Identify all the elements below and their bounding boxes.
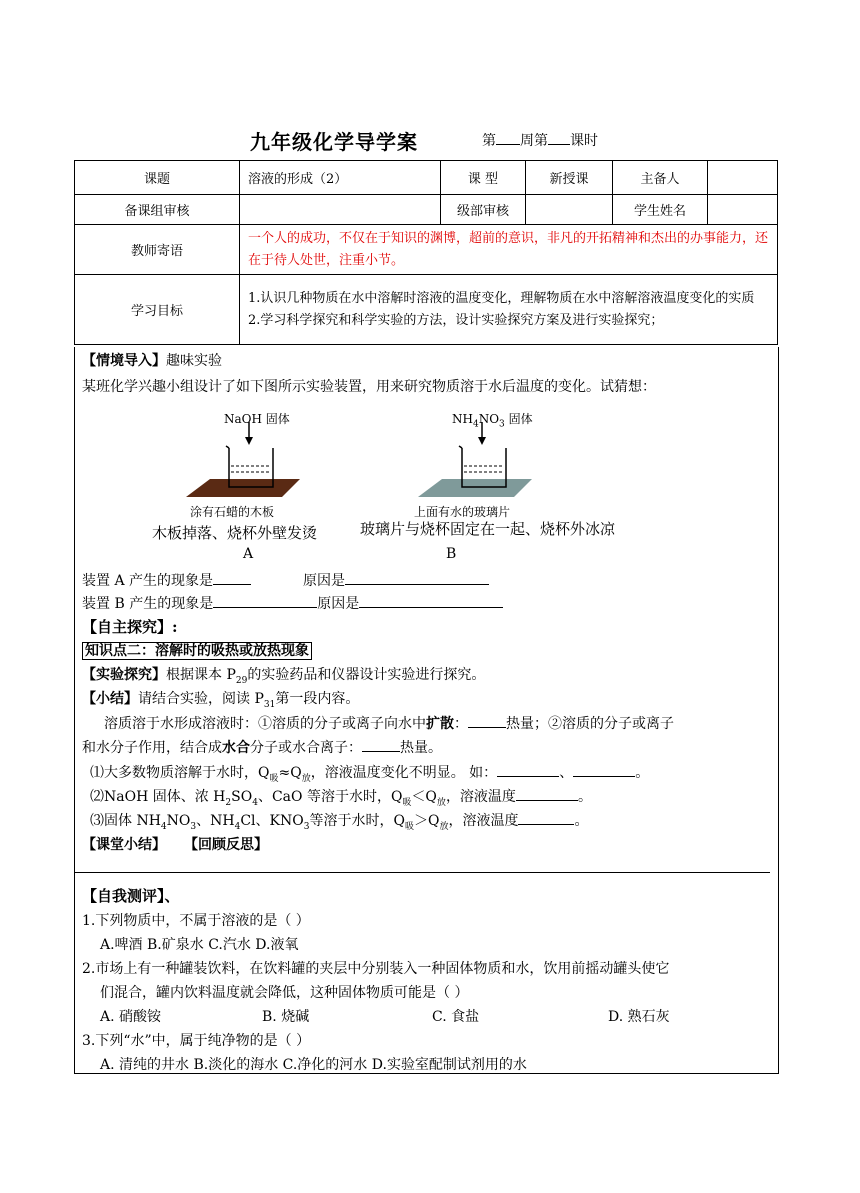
- table-row: [75, 195, 778, 225]
- intro-heading: 【情境导入】趣味实验: [82, 353, 222, 369]
- apparatus-b: [418, 422, 532, 497]
- explore-heading: 【自主探究】:: [82, 618, 178, 636]
- table-row: [75, 275, 778, 345]
- question-2-option-b: B. 烧碱: [262, 1009, 310, 1025]
- dissolve-para-2: 和水分子作用，结合成水合分子或水合离子： 热量。: [82, 737, 442, 757]
- reagent-a-label: NaOH 固体: [224, 412, 290, 426]
- teacher-message: 一个人的成功，不仅在于知识的渊博，超前的意识，非凡的开拓精神和杰出的办事能力，还在于待人处世，注重小节。: [240, 225, 778, 275]
- knowledge-point: 知识点二：溶解时的吸热或放热现象: [82, 640, 312, 660]
- learning-goals-label: 学习目标: [75, 275, 240, 345]
- self-test-heading: 【自我测评】、: [82, 887, 180, 905]
- table-row: [75, 161, 778, 195]
- summary-line: 【小结】请结合实验，阅读 $P_{31}$第一段内容。: [82, 691, 360, 710]
- base-a-label: 涂有石蜡的木板: [190, 505, 275, 519]
- question-2-line-1: 2.市场上有一种罐装饮料，在饮料罐的夹层中分别装入一种固体物质和水，饮用前摇动罐头使它: [82, 961, 670, 977]
- table-row: [75, 225, 778, 275]
- type-value: 新授课: [526, 161, 613, 195]
- page-title: 九年级化学导学案: [250, 130, 418, 154]
- question-2-option-a: A. 硝酸铵: [100, 1009, 162, 1025]
- teacher-message-label: 教师寄语: [75, 225, 240, 275]
- student-name-value: [708, 195, 778, 225]
- preparer-label: 主备人: [613, 161, 708, 195]
- question-2-option-c: C. 食盐: [432, 1009, 480, 1025]
- dissolve-para-1: 溶质溶于水形成溶液时：①溶质的分子或离子向水中扩散： 热量；②溶质的分子或离子: [104, 713, 674, 733]
- reagent-b-label: $NH_4NO_3$ 固体: [452, 412, 533, 430]
- question-2-option-d: D. 熟石灰: [608, 1009, 670, 1025]
- case-1: ⑴大多数物质溶解于水时，$Q_吸\approx Q_放$，溶液温度变化不明显。 如： 、 。: [90, 762, 649, 784]
- grade-review-label: 级部审核: [441, 195, 526, 225]
- class-summary-line: 【课堂小结】 【回顾反思】: [82, 837, 268, 853]
- caption-b: 玻璃片与烧杯固定在一起、烧杯外冰凉: [360, 520, 616, 538]
- type-label: 课 型: [441, 161, 526, 195]
- intro-text: 某班化学兴趣小组设计了如下图所示实验装置，用来研究物质溶于水后温度的变化。试猜想：: [82, 379, 656, 395]
- question-1: 1.下列物质中，不属于溶液的是（ ）: [82, 913, 310, 929]
- grade-review-value: [526, 195, 613, 225]
- review-value: [240, 195, 441, 225]
- experiment-line: 【实验探究】根据课本 $P_{29}$的实验药品和仪器设计实验进行探究。: [82, 667, 486, 686]
- learning-goals: 1.认识几种物质在水中溶解时溶液的温度变化，理解物质在水中溶解溶液温度变化的实质 2.学习科学探究和科学实验的方法，设计实验探究方案及进行实验探究；: [240, 275, 778, 345]
- case-2: ⑵NaOH 固体、浓 $H_2SO_4$、CaO 等溶于水时，$Q_吸<Q_放$，溶液温度 。: [90, 786, 592, 808]
- topic-value: 溶液的形成（2）: [240, 161, 441, 195]
- question-3: 3.下列“水”中，属于纯净物的是（ ）: [82, 1033, 311, 1049]
- question-3-options: A. 清纯的井水 B.淡化的海水 C.净化的河水 D.实验室配制试剂用的水: [100, 1057, 527, 1073]
- question-b: 装置 B 产生的现象是 原因是: [82, 593, 503, 613]
- apparatus-a: [186, 422, 300, 497]
- case-3: ⑶固体 $NH_4NO_3$、$NH_4Cl$、$KNO_3$等溶于水时，$Q_吸>Q_放$，溶液温度 。: [90, 810, 588, 832]
- question-1-options: A.啤酒 B.矿泉水 C.汽水 D.液氧: [100, 937, 299, 953]
- question-a: 装置 A 产生的现象是 原因是: [82, 570, 489, 590]
- question-2-line-2: 们混合，罐内饮料温度就会降低，这种固体物质可能是（ ）: [100, 985, 469, 1001]
- preparer-value: [708, 161, 778, 195]
- info-table: [74, 160, 778, 345]
- student-name-label: 学生姓名: [613, 195, 708, 225]
- review-label: 备课组审核: [75, 195, 240, 225]
- caption-a: 木板掉落、烧杯外壁发烫: [152, 524, 318, 542]
- letter-a: A: [243, 546, 254, 562]
- letter-b: B: [446, 546, 457, 562]
- topic-label: 课题: [75, 161, 240, 195]
- base-b-label: 上面有水的玻璃片: [414, 505, 511, 519]
- period-line: 第 周第 课时: [482, 130, 598, 150]
- divider: [74, 872, 770, 873]
